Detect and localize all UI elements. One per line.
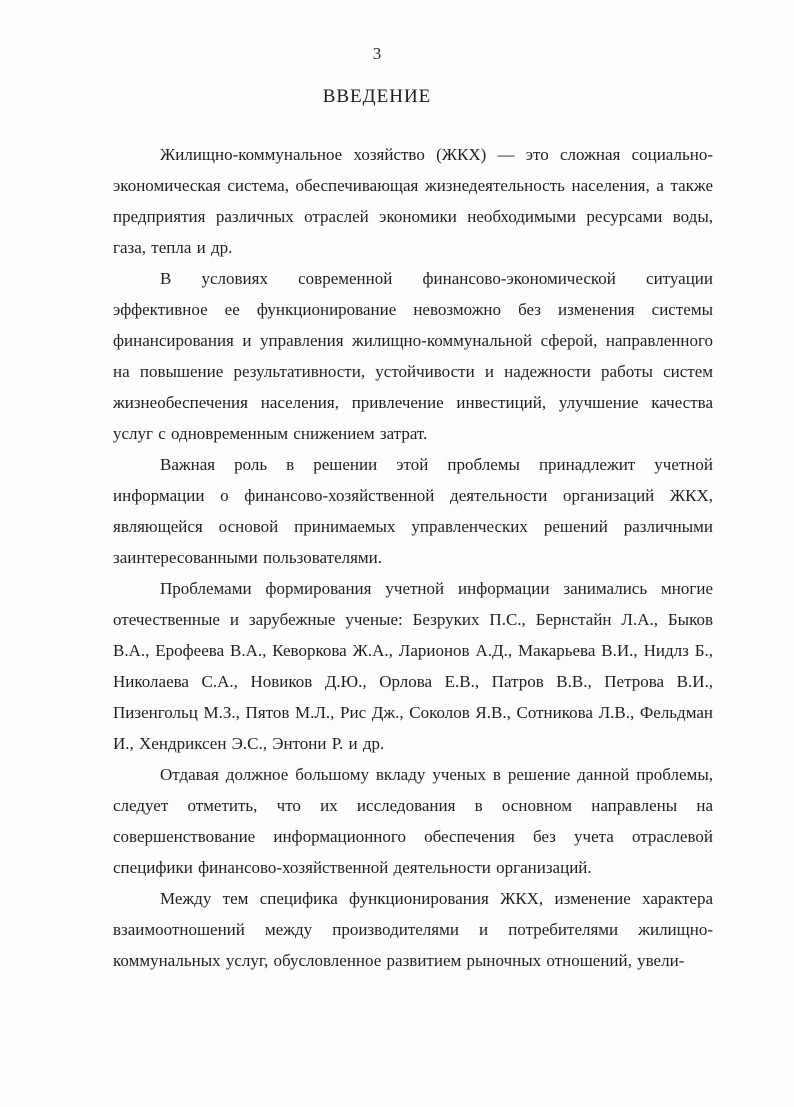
document-body [113, 139, 713, 976]
paragraph: Отдавая должное большому вкладу ученых в решение данной проблемы, следует отметить, что их исследования в основном направлены на совершенствование информационного обеспечения без учета отраслевой специфики финансово-хозяйственной деятельности организаций. [113, 765, 713, 877]
paragraph: Жилищно-коммунальное хозяйство (ЖКХ) — это сложная социально-экономическая система, обеспечивающая жизнедеятельность населения, а также предприятия различных отраслей экономики необходимыми ресурсами воды, газа, тепла и др. [113, 145, 713, 257]
page-number: 3 [372, 44, 382, 63]
paragraph: Между тем специфика функционирования ЖКХ, изменение характера взаимоотношений между производителями и потребителями жилищно-коммунальных услуг, обусловленное развитием рыночных отношений, увели- [113, 889, 713, 970]
paragraph: Важная роль в решении этой проблемы принадлежит учетной информации о финансово-хозяйственной деятельности организаций ЖКХ, являющейся основой принимаемых управленческих решений различными заинтересованными пользователями. [113, 455, 713, 567]
paragraph: В условиях современной финансово-экономической ситуации эффективное ее функционирование невозможно без изменения системы финансирования и управления жилищно-коммунальной сферой, направленного на повышение результативности, устойчивости и надежности работы систем жизнеобеспечения населения, привлечение инвестиций, улучшение качества услуг с одновременным снижением затрат. [113, 269, 713, 443]
paragraph: Проблемами формирования учетной информации занимались многие отечественные и зарубежные ученые: Безруких П.С., Бернстайн Л.А., Быков В.А., Ерофеева В.А., Кеворкова Ж.А., Ларионов А.Д., Макарьева В.И., Нидлз Б., Николаева С.А., Новиков Д.Ю., Орлова Е.В., Патров В.В., Петрова В.И., Пизенгольц М.З., Пятов М.Л., Рис Дж., Соколов Я.В., Сотникова Л.В., Фельдман И., Хендриксен Э.С., Энтони Р. и др. [113, 579, 713, 753]
page-title: ВВЕДЕНИЕ [322, 86, 432, 107]
